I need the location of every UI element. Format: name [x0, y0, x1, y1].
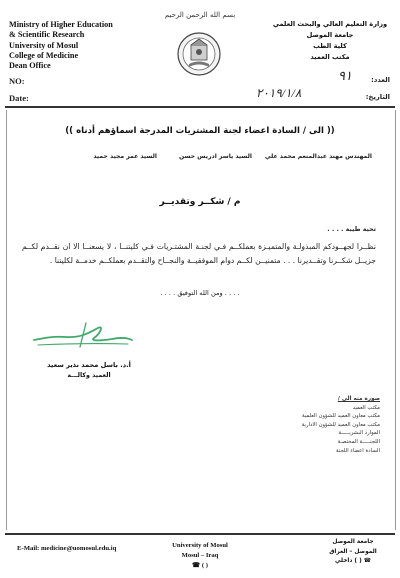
- number-label: NO:: [9, 76, 25, 86]
- header-english-line: University of Mosul: [9, 40, 79, 50]
- header-english-line: Ministry of Higher Education: [9, 20, 113, 29]
- footer-arabic-line: الموصل – العراق: [329, 548, 377, 555]
- header-english-line: & Scientific Research: [9, 30, 85, 40]
- letter-closing: . . . . ومن الله التوفيق . . . .: [160, 289, 240, 297]
- committee-member-name: السيد ياسر ادريس حسن: [178, 153, 252, 160]
- footer-address-english: [150, 541, 250, 570]
- cc-heading: صورة منه الى /: [337, 396, 380, 402]
- basmala-text: بسم الله الرحمن الرحيم: [164, 11, 236, 19]
- cc-item: السادة اعضاء اللجنة: [336, 447, 380, 454]
- cc-item: مكتب معاون العميد للشؤون الادارية: [301, 421, 380, 428]
- letter-greeting: تحية طيبة . . . .: [327, 226, 376, 233]
- committee-member-name: المهندس مهند عبدالمنعم محمد علي: [264, 153, 372, 160]
- number-label-arabic: العدد:: [371, 76, 390, 84]
- header-english-line: Dean Office: [9, 61, 51, 71]
- committee-member-name: السيد عمر مجيد حميد: [93, 153, 157, 160]
- header-english-block: [9, 20, 149, 71]
- header-divider: [5, 106, 395, 108]
- signer-title: العميد وكالـــة: [67, 372, 111, 379]
- university-seal-logo: [177, 31, 221, 77]
- header-arabic-line: وزارة التعليم العالي والبحث العلمي: [272, 20, 388, 28]
- cc-list: [262, 395, 380, 455]
- header-arabic-line: مكتب العميد: [310, 53, 350, 61]
- header-arabic-line: كلية الطب: [313, 42, 347, 50]
- header-english-line: College of Medicine: [9, 50, 79, 60]
- date-label: Date:: [9, 93, 29, 103]
- footer-arabic-line: جامعة الموصل: [332, 539, 374, 545]
- cc-item: مكتب العميد: [352, 404, 380, 411]
- handwritten-signature: [30, 318, 135, 352]
- footer-divider: [5, 533, 395, 535]
- signer-name: أ.د. باسل محمد نذير سعيد: [47, 361, 131, 369]
- handwritten-number: ٩١: [338, 68, 352, 83]
- cc-item: الموارد البشريـــــة: [338, 430, 380, 437]
- footer-email: E-Mail: medicine@uomosul.edu.iq: [17, 545, 117, 552]
- footer-english-line: Mosul – Iraq: [181, 551, 219, 559]
- letter-paragraph: نظــرا لجهــودكم المبذولـة والمتميـزة بعملكــم فـي لجنـة المشتـريات فـي كليتنــا ، لا يسعنــا الا ان نقــدم لكــم جزيــل شكــرنا وتقــديرنا . . . متمنيــن لكــم دوام الموفقيــة والنجــاح والتقــدم بعملكــم خدمــة لكليتنا .: [22, 242, 376, 265]
- footer-phone: ☎ ( ): [192, 561, 208, 569]
- footer-english-line: University of Mosul: [172, 542, 228, 549]
- header-arabic-line: جامعة الموصل: [306, 31, 354, 39]
- footer-phone-arabic: ☎ ( ) داخلي: [335, 558, 371, 565]
- letter-subject: م / شكــر وتقديــر: [159, 197, 241, 207]
- date-label-arabic: التاريخ:: [365, 93, 390, 101]
- cc-item: مكتب معاون العميد للشؤون العلمية: [301, 413, 380, 420]
- footer-address-arabic: [318, 538, 388, 567]
- letter-title: (( الى / السادة اعضاء لجنة المشتريات المدرجة اسماؤهم أدناه )): [65, 126, 335, 136]
- header-arabic-block: [270, 19, 390, 63]
- cc-item: اللجنـــــة المختصـة: [337, 438, 380, 445]
- handwritten-date: ٢٠١٩/١/٨: [256, 86, 302, 100]
